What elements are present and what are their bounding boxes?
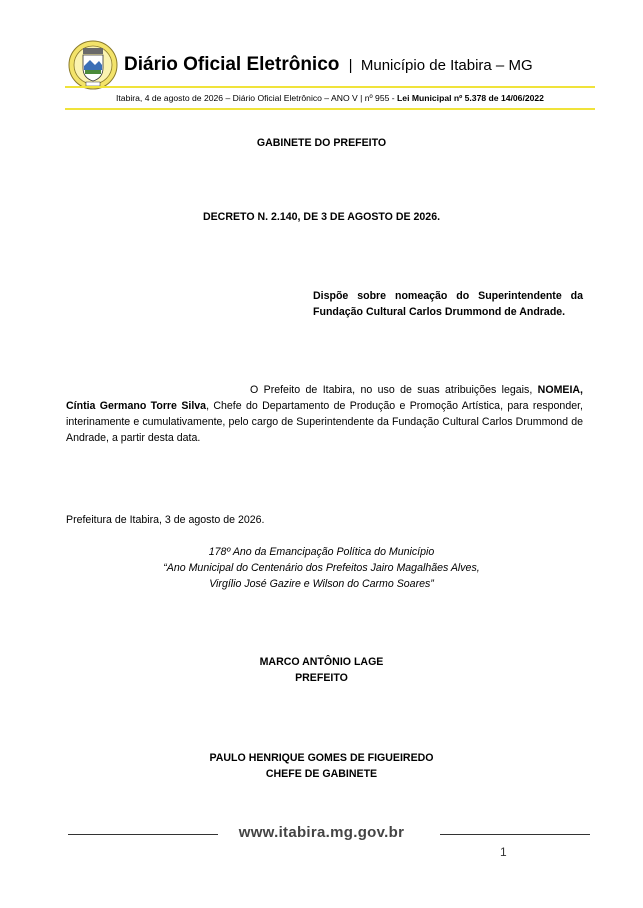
motto-line-3: Virgílio José Gazire e Wilson do Carmo Soares” <box>209 578 434 590</box>
decree-body <box>66 382 583 446</box>
page-number: 1 <box>500 845 507 859</box>
body-rest: , Chefe do Departamento de Produção e Promoção Artística, para responder, interinamente e cumulativamente, pelo cargo de Superintendente da Fundação Cultural Carlos Drummond de Andrade, a partir desta data. <box>66 400 583 444</box>
municipality-name: Município de Itabira – MG <box>360 57 533 74</box>
body-intro: O Prefeito de Itabira, no uso de suas atribuições legais, <box>250 384 538 396</box>
decree-summary: Dispõe sobre nomeação do Superintendente da Fundação Cultural Carlos Drummond de Andrade. <box>313 290 583 318</box>
place-date: Prefeitura de Itabira, 3 de agosto de 2026. <box>66 514 265 526</box>
decree-title: DECRETO N. 2.140, DE 3 DE AGOSTO DE 2026. <box>202 211 441 223</box>
commemorative-motto <box>0 544 643 592</box>
body-nomeia: NOMEIA, Cíntia Germano Torre Silva <box>66 384 583 412</box>
header-title-block <box>124 54 533 76</box>
signer-2-name: PAULO HENRIQUE GOMES DE FIGUEIREDO <box>209 752 434 764</box>
signer-1-role: PREFEITO <box>295 672 348 684</box>
edition-info: Itabira, 4 de agosto de 2026 – Diário Oficial Eletrônico – ANO V | nº 955 - <box>116 93 398 103</box>
signer-1-name: MARCO ANTÔNIO LAGE <box>259 656 384 668</box>
office-heading: GABINETE DO PREFEITO <box>256 137 387 149</box>
signer-2-role: CHEFE DE GABINETE <box>265 768 378 780</box>
title-separator: | <box>348 57 353 74</box>
edition-law: Lei Municipal nº 5.378 de 14/06/2022 <box>397 93 544 103</box>
footer-website: www.itabira.mg.gov.br <box>238 824 405 841</box>
motto-line-2: “Ano Municipal do Centenário dos Prefeitos Jairo Magalhães Alves, <box>163 562 480 574</box>
municipal-seal <box>68 40 118 90</box>
newspaper-title: Diário Oficial Eletrônico <box>124 54 340 75</box>
edition-info-band <box>65 86 595 110</box>
motto-line-1: 178º Ano da Emancipação Política do Município <box>208 546 435 558</box>
